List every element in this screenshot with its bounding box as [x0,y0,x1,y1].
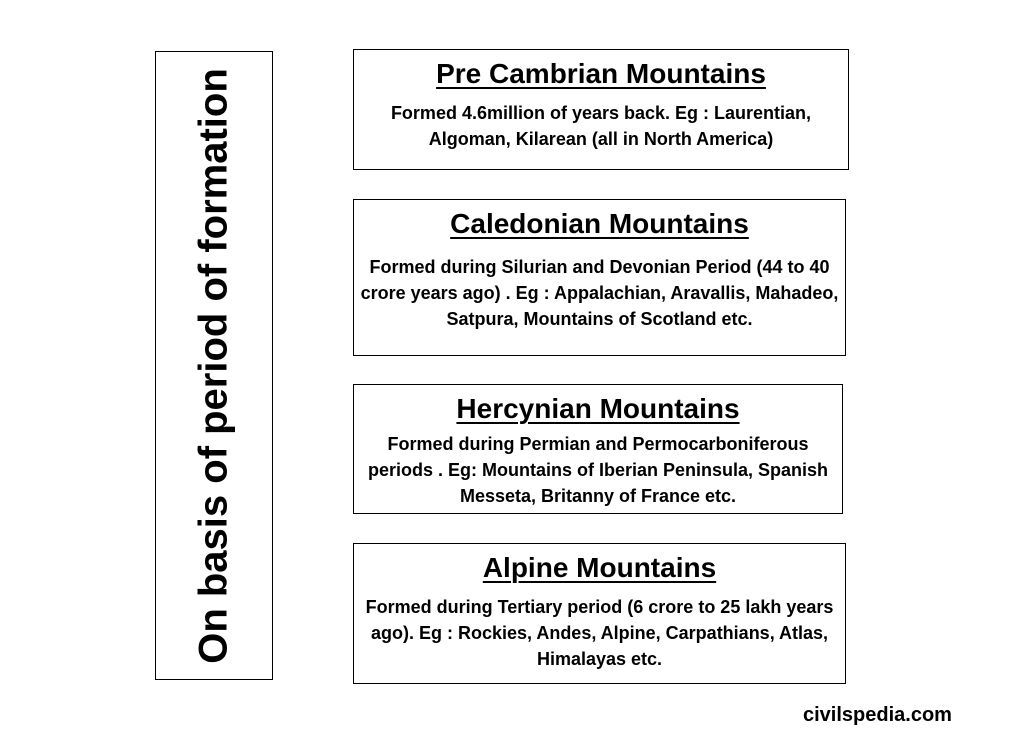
classification-label-box [155,51,273,680]
site-watermark: civilspedia.com [803,704,952,726]
card-title: Caledonian Mountains [450,208,749,239]
card-description: Formed 4.6million of years back. Eg : Laurentian, Algoman, Kilarean (all in North America) [390,103,812,149]
caledonian-mountains-card [353,199,846,356]
card-description: Formed during Permian and Permocarboniferous periods . Eg: Mountains of Iberian Peninsula, Spanish Messeta, Britanny of France etc. [367,434,829,506]
card-description: Formed during Tertiary period (6 crore to 25 lakh years ago). Eg : Rockies, Andes, Alpine, Carpathians, Atlas, Himalayas etc. [365,597,834,669]
hercynian-mountains-card [353,384,843,514]
card-title: Pre Cambrian Mountains [436,58,766,89]
card-title: Hercynian Mountains [456,393,740,424]
card-title: Alpine Mountains [482,552,717,583]
alpine-mountains-card [353,543,846,684]
card-description: Formed during Silurian and Devonian Period (44 to 40 crore years ago) . Eg : Appalachian, Aravallis, Mahadeo, Satpura, Mountains of Scotland etc. [360,257,839,329]
classification-label: On basis of period of formation [191,67,236,664]
pre-cambrian-mountains-card [353,49,849,170]
